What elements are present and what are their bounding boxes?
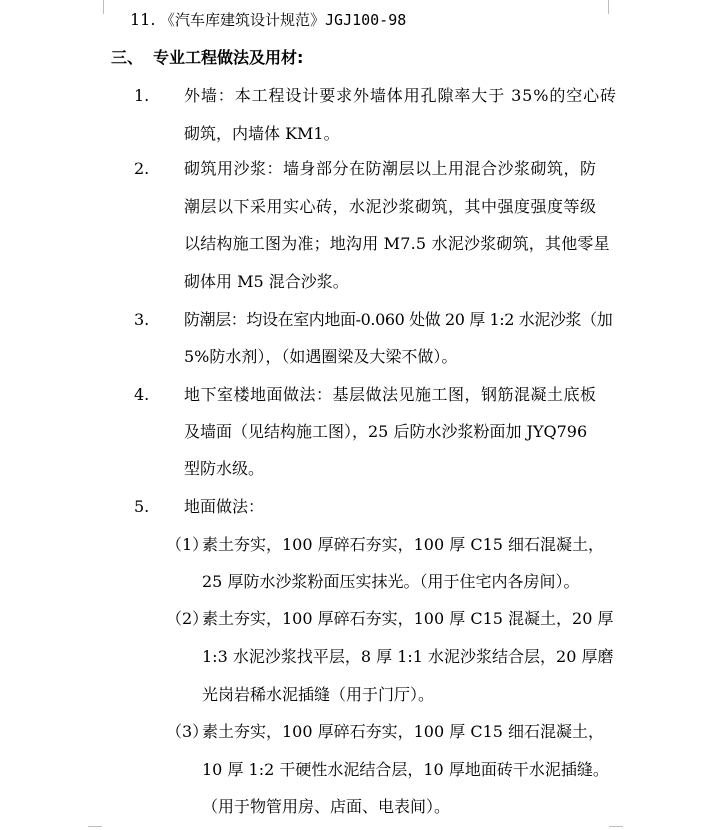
item-5-line-1: 地面做法： (184, 497, 265, 516)
item-4-number: 4. (134, 385, 150, 404)
corner-mark-bottom-right (609, 826, 623, 827)
item-4-line-1: 地下室楼地面做法：基层做法见施工图，钢筋混凝土底板 (184, 385, 597, 404)
section-3-title: 专业工程做法及用材: (153, 48, 304, 67)
item-11-text: 《汽车库建筑设计规范》JGJ100-98 (160, 11, 407, 29)
subitem-2-line-3: 光岗岩稀水泥插缝（用于门厅）。 (202, 685, 435, 704)
subitem-1-line-2: 25 厚防水沙浆粉面压实抹光。（用于住宅内各房间）。 (202, 572, 580, 591)
item-11-number: 11. (130, 10, 156, 29)
subitem-3-line-1: 素土夯实，100 厚碎石夯实，100 厚 C15 细石混凝土， (202, 722, 605, 741)
item-4-line-2: 及墙面（见结构施工图），25 后防水沙浆粉面加 JYQ796 (184, 422, 588, 441)
corner-mark-top-left (103, 0, 104, 14)
corner-mark-bottom-left (88, 826, 102, 827)
subitem-3-line-3: （用于物管用房、店面、电表间）。 (202, 797, 451, 816)
item-2-line-3: 以结构施工图为准；地沟用 M7.5 水泥沙浆砌筑，其他零星 (184, 234, 610, 253)
corner-mark-top-right (608, 0, 609, 14)
item-3-line-2: 5%防水剂），（如遇圈梁及大梁不做）。 (184, 347, 458, 366)
subitem-2-line-1: 素土夯实，100 厚碎石夯实，100 厚 C15 混凝土，20 厚 (202, 609, 614, 628)
item-2-line-1: 砌筑用沙浆：墙身部分在防潮层以上用混合沙浆砌筑，防 (184, 159, 597, 178)
item-1-line-2: 砌筑，内墙体 KM1。 (184, 124, 340, 143)
item-3-line-1: 防潮层：均设在室内地面-0.060 处做 20 厚 1:2 水泥沙浆（加 (184, 310, 613, 329)
subitem-3-number: （3） (166, 722, 209, 741)
item-4-line-3: 型防水级。 (184, 459, 265, 478)
subitem-2-number: （2） (166, 609, 209, 628)
item-2-line-2: 潮层以下采用实心砖，水泥沙浆砌筑，其中强度强度等级 (184, 197, 597, 216)
item-2-number: 2. (134, 159, 150, 178)
subitem-1-line-1: 素土夯实，100 厚碎石夯实，100 厚 C15 细石混凝土， (202, 535, 605, 554)
section-3-number: 三、 (111, 48, 144, 67)
subitem-1-number: （1） (166, 535, 209, 554)
item-3-number: 3. (134, 310, 150, 329)
item-1-number: 1. (134, 86, 150, 105)
subitem-3-line-2: 10 厚 1:2 干硬性水泥结合层，10 厚地面砖干水泥插缝。 (202, 760, 609, 779)
item-2-line-4: 砌体用 M5 混合沙浆。 (184, 272, 349, 291)
item-5-number: 5. (134, 497, 150, 516)
subitem-2-line-2: 1:3 水泥沙浆找平层，8 厚 1:1 水泥沙浆结合层，20 厚磨 (202, 647, 614, 666)
item-1-line-1: 外墙：本工程设计要求外墙体用孔隙率大于 35%的空心砖 (184, 86, 617, 105)
